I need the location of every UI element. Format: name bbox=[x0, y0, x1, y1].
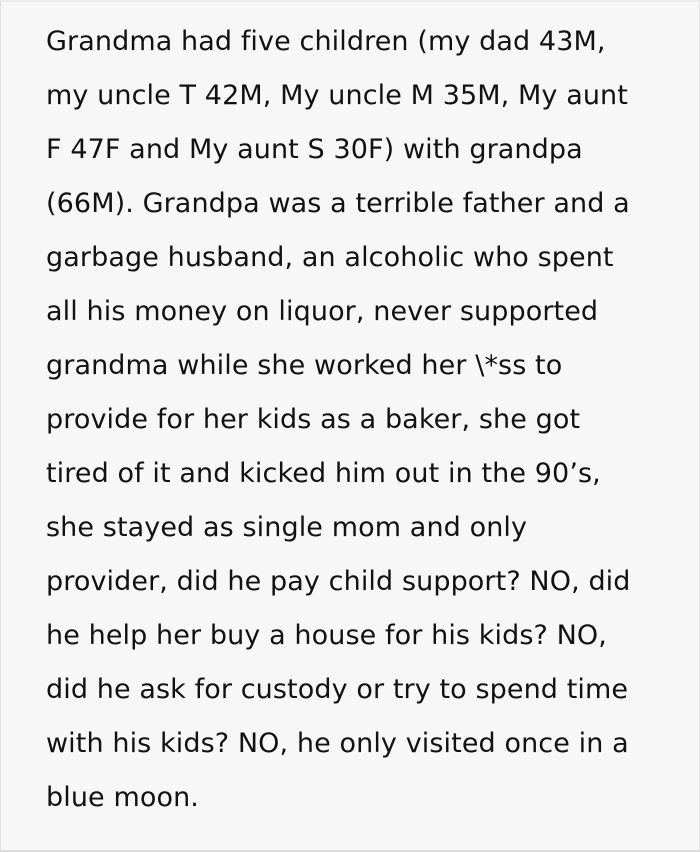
post-text-line: he help her buy a house for his kids? NO, bbox=[46, 620, 607, 651]
post-text-line: F 47F and My aunt S 30F) with grandpa bbox=[46, 134, 583, 165]
post-text-line: she stayed as single mom and only bbox=[46, 512, 528, 543]
post-text-line: blue moon. bbox=[46, 782, 199, 813]
post-text-line: (66M). Grandpa was a terrible father and a bbox=[46, 188, 630, 219]
post-text-line: provider, did he pay child support? NO, did bbox=[46, 566, 631, 597]
post-text-line: all his money on liquor, never supported bbox=[46, 296, 599, 327]
post-text-line: provide for her kids as a baker, she got bbox=[46, 404, 581, 435]
post-text-line: my uncle T 42M, My uncle M 35M, My aunt bbox=[46, 80, 628, 111]
post-text-line: did he ask for custody or try to spend time bbox=[46, 674, 629, 705]
post-text-line: garbage husband, an alcoholic who spent bbox=[46, 242, 614, 273]
post-text-line: Grandma had five children (my dad 43M, bbox=[46, 26, 606, 57]
post-text-line: grandma while she worked her \*ss to bbox=[46, 350, 563, 381]
post-text-line: with his kids? NO, he only visited once in a bbox=[46, 728, 629, 759]
post-text-line: tired of it and kicked him out in the 90’s, bbox=[46, 458, 601, 489]
